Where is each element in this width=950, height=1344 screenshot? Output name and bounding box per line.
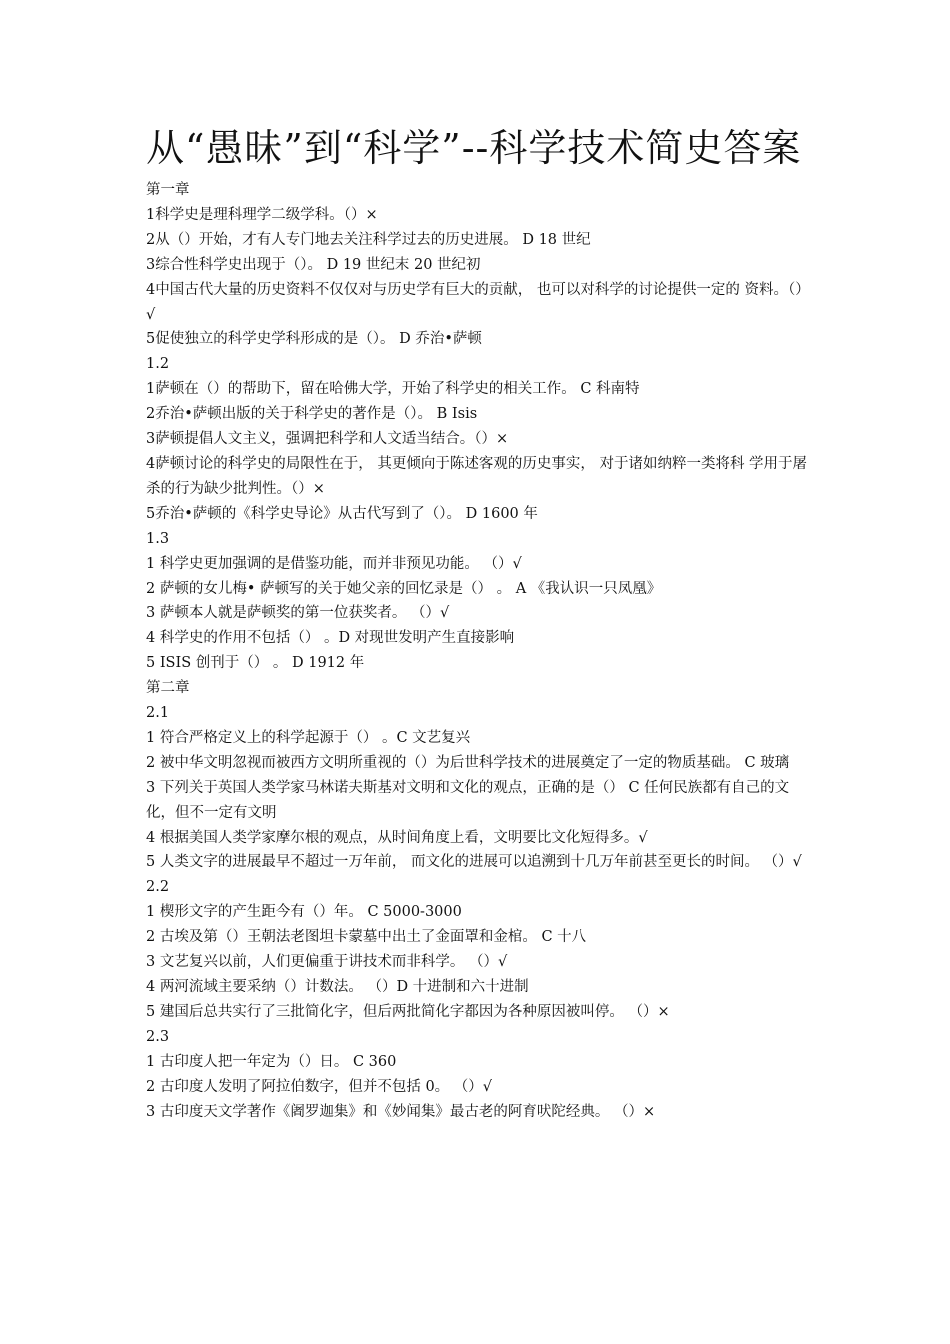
- question-line: 2乔治•萨顿出版的关于科学史的著作是（）。 B Isis: [146, 406, 478, 423]
- question-line: 3 文艺复兴以前，人们更偏重于讲技术而非科学。 （）√: [146, 954, 508, 971]
- question-line: 1 科学史更加强调的是借鉴功能，而并非预见功能。 （）√: [146, 555, 522, 572]
- question-line: 5乔治•萨顿的《科学史导论》从古代写到了（）。 D 1600 年: [146, 505, 538, 522]
- section-heading: 1.3: [146, 530, 170, 547]
- section-heading: 1.2: [146, 356, 170, 373]
- section-heading: 2.1: [146, 705, 170, 722]
- question-line: 4 科学史的作用不包括（） 。D 对现世发明产生直接影响: [146, 630, 515, 647]
- document-body: [146, 178, 810, 1124]
- question-line: 2 古印度人发明了阿拉伯数字，但并不包括 0。 （）√: [146, 1078, 493, 1095]
- question-line: 3综合性科学史出现于（）。 D 19 世纪末 20 世纪初: [146, 256, 481, 273]
- question-line: 1 古印度人把一年定为（）日。 C 360: [146, 1053, 397, 1070]
- question-line: 3萨顿提倡人文主义，强调把科学和人文适当结合。（）×: [146, 431, 509, 448]
- question-line: 2从（）开始，才有人专门地去关注科学过去的历史进展。 D 18 世纪: [146, 231, 591, 248]
- question-line: 1萨顿在（）的帮助下，留在哈佛大学，开始了科学史的相关工作。 C 科南特: [146, 381, 640, 398]
- question-line: 3 萨顿本人就是萨顿奖的第一位获奖者。 （）√: [146, 605, 450, 622]
- question-line: 4 根据美国人类学家摩尔根的观点，从时间角度上看，文明要比文化短得多。√: [146, 829, 648, 846]
- question-line: 2 古埃及第（）王朝法老图坦卡蒙墓中出土了金面罩和金棺。 C 十八: [146, 929, 587, 946]
- question-line: 5促使独立的科学史学科形成的是（）。 D 乔治•萨顿: [146, 331, 482, 348]
- question-line: 4萨顿讨论的科学史的局限性在于， 其更倾向于陈述客观的历史事实， 对于诸如纳粹一类将科 学用于屠杀的行为缺少批判性。（）×: [146, 455, 808, 497]
- chapter-heading: 第一章: [146, 182, 190, 198]
- question-line: 3 下列关于英国人类学家马林诺夫斯基对文明和文化的观点，正确的是（） C 任何民族都有自己的文化，但不一定有文明: [146, 779, 790, 821]
- question-line: 1 楔形文字的产生距今有（）年。 C 5000-3000: [146, 904, 462, 921]
- question-line: 4中国古代大量的历史资料不仅仅对与历史学有巨大的贡献， 也可以对科学的讨论提供一定的 资料。（）√: [146, 281, 810, 323]
- document-title: 从“愚昧”到“科学”--科学技术简史答案: [146, 126, 802, 170]
- section-heading: 2.3: [146, 1028, 170, 1045]
- question-line: 2 被中华文明忽视而被西方文明所重视的（）为后世科学技术的进展奠定了一定的物质基础。 C 玻璃: [146, 754, 790, 771]
- question-line: 5 建国后总共实行了三批简化字，但后两批简化字都因为各种原因被叫停。 （）×: [146, 1003, 670, 1020]
- section-heading: 2.2: [146, 879, 170, 896]
- question-line: 5 ISIS 创刊于（） 。 D 1912 年: [146, 655, 365, 672]
- question-line: 2 萨顿的女儿梅• 萨顿写的关于她父亲的回忆录是（） 。 A 《我认识一只凤凰》: [146, 580, 662, 597]
- question-line: 3 古印度天文学著作《阇罗迦集》和《妙闻集》最古老的阿育吠陀经典。 （）×: [146, 1103, 656, 1120]
- chapter-heading: 第二章: [146, 680, 190, 697]
- question-line: 4 两河流域主要采纳（）计数法。 （）D 十进制和六十进制: [146, 979, 529, 995]
- document-page: [146, 122, 810, 1124]
- question-line: 1 符合严格定义上的科学起源于（） 。C 文艺复兴: [146, 729, 471, 746]
- question-line: 5 人类文字的进展最早不超过一万年前， 而文化的进展可以追溯到十几万年前甚至更长的时间。 （）√: [146, 854, 802, 871]
- question-line: 1科学史是理科理学二级学科。（）×: [146, 206, 378, 223]
